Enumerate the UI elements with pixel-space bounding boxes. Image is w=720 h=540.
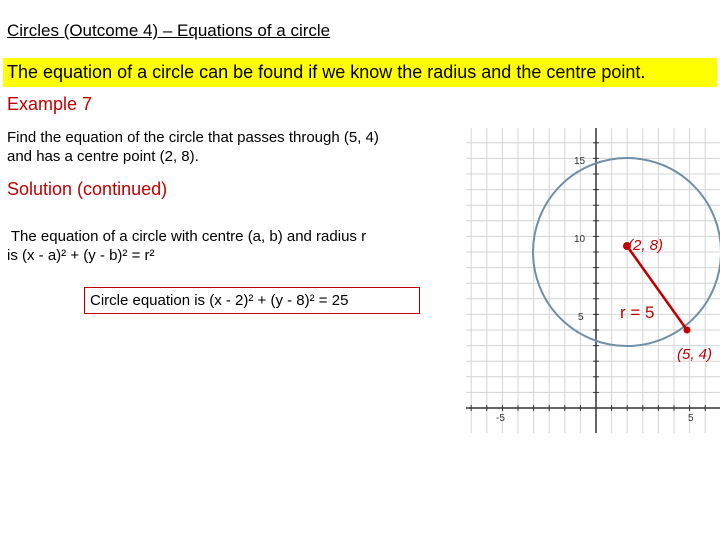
page-title: Circles (Outcome 4) – Equations of a circle — [7, 21, 331, 40]
circumference-point — [684, 327, 691, 334]
y-tick-label-5: 5 — [578, 312, 584, 323]
formula-line-2: is (x - a)² + (y - b)² = r² — [7, 247, 155, 264]
formula-line-1: The equation of a circle with centre (a, b) and radius r — [7, 228, 367, 245]
answer-text: Circle equation is (x - 2)² + (y - 8)² = 25 — [90, 292, 349, 309]
banner-text: The equation of a circle can be found if we know the radius and the centre point. — [7, 62, 646, 82]
problem-statement — [7, 128, 462, 166]
y-tick-label-15: 15 — [574, 156, 586, 167]
x-tick-label-neg5: -5 — [496, 413, 505, 424]
problem-line-2: and has a centre point (2, 8). — [7, 148, 199, 165]
y-tick-label-10: 10 — [574, 234, 586, 245]
problem-line-1: Find the equation of the circle that passes through (5, 4) — [7, 129, 379, 146]
centre-label: (2, 8) — [628, 237, 664, 254]
formula-text — [7, 227, 452, 265]
example-heading: Example 7 — [7, 94, 93, 114]
solution-heading: Solution (continued) — [7, 179, 168, 199]
circle-graph — [466, 128, 720, 433]
point-label: (5, 4) — [677, 346, 713, 363]
axis-ticks — [471, 143, 705, 411]
radius-label: r = 5 — [620, 303, 655, 322]
x-tick-label-5: 5 — [688, 413, 694, 424]
